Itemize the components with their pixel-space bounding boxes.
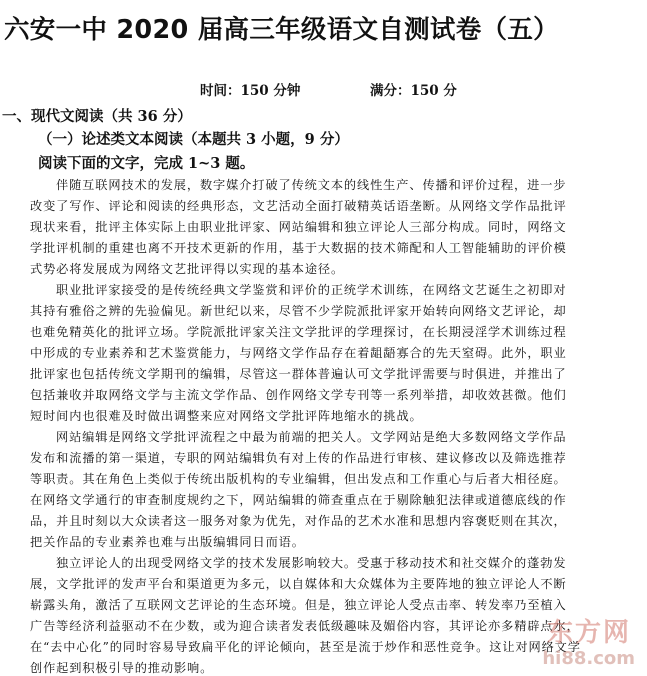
passage-line: 中形成的专业素养和艺术鉴赏能力，与网络文学作品存在着龃龉寡合的先天窒碍。此外，职业 — [30, 346, 567, 360]
passage-line: 等职责。其在角色上类似于传统出版机构的专业编辑，但出发点和工作重心与后者大相径庭。 — [30, 472, 567, 486]
passage-line: 在“去中心化”的同时容易导致扁平化的评论倾向，甚至是流于炒作和恶性竞争。这让对网络文学 — [30, 640, 581, 654]
passage-line: 伴随互联网技术的发展，数字媒介打破了传统文本的线性生产、传播和评价过程，进一步 — [56, 178, 567, 192]
subsection-heading: （一）论述类文本阅读（本题共 3 小题，9 分） — [38, 131, 349, 148]
passage-line: 在网络文学通行的审查制度规约之下，网站编辑的筛查重点在于剔除触犯法律或道德底线的作 — [30, 493, 567, 507]
passage-line: 式势必将发展成为网络文艺批评得以实现的基本途径。 — [30, 262, 345, 276]
passage-line: 品，并且时刻以大众读者这一服务对象为优先，对作品的艺术水准和思想内容褒贬则在其次， — [30, 514, 567, 528]
passage-line: 崭露头角，激活了互联网文艺评论的生态环境。但是，独立评论人受点击率、转发率乃至植入 — [30, 598, 567, 612]
passage-line: 职业批评家接受的是传统经典文学鉴赏和评价的正统学术训练，在网络文艺诞生之初即对 — [56, 283, 567, 297]
passage-line: 创作起到积极引导的推动影响。 — [30, 661, 214, 675]
passage-line: 独立评论人的出现受网络文学的技术发展影响较大。受惠于移动技术和社交媒介的蓬勃发 — [56, 556, 567, 570]
time-limit: 时间：150 分钟 — [200, 83, 301, 99]
passage-line: 广告等经济利益驱动不在少数，或为迎合读者发表低级趣味及媚俗内容，其评论亦多精辟点水， — [30, 619, 580, 633]
passage-line: 包括兼收并取网络文学与主流文学作品、创作网络文学专刊等一系列举措，却收效甚微。他们 — [30, 388, 567, 402]
site-watermark — [489, 612, 639, 674]
passage-line: 展，文学批评的发声平台和渠道更为多元，以自媒体和大众媒体为主要阵地的独立评论人不断 — [30, 577, 567, 591]
passage-line: 也难免精英化的批评立场。学院派批评家关注文学批评的学理探讨，在长期浸淫学术训练过程 — [30, 325, 567, 339]
passage-line: 发布和流播的第一渠道，专职的网站编辑负有对上传的作品进行审核、建议修改以及筛选推荐 — [30, 451, 567, 465]
passage-line: 现状来看，批评主体实际上由职业批评家、网站编辑和独立评论人三部分构成。同时，网络文 — [30, 220, 567, 234]
passage-line: 把关作品的专业素养也难与出版编辑同日而语。 — [30, 535, 305, 549]
section-heading: 一、现代文阅读（共 36 分） — [2, 108, 192, 125]
passage-line: 其持有雅俗之辨的先验偏见。新世纪以来，尽管不少学院派批评家开始转向网络文艺评论，却 — [30, 304, 567, 318]
reading-instruction: 阅读下面的文字，完成 1~3 题。 — [38, 155, 255, 172]
passage-line: 批评家也包括传统文学期刊的编辑，尽管这一群体普遍认可文学批评需要与时俱进，并推出了 — [30, 367, 567, 381]
passage-line: 短时间内也很难及时做出调整来应对网络文学批评阵地缩水的挑战。 — [30, 409, 423, 423]
watermark-url: hi88.com — [542, 648, 635, 669]
watermark-logo: 东方网 — [546, 618, 631, 648]
passage-line: 网站编辑是网络文学批评流程之中最为前端的把关人。文学网站是绝大多数网络文学作品 — [56, 430, 567, 444]
passage-line: 学批评机制的重建也离不开技术更新的作用，基于大数据的技术筛配和人工智能辅助的评价模 — [30, 241, 567, 255]
passage-line: 改变了写作、评论和阅读的经典形态，文艺活动全面打破精英话语垄断。从网络文学作品批评 — [30, 199, 567, 213]
full-score: 满分：150 分 — [370, 83, 457, 99]
exam-title: 六安一中 2020 届高三年级语文自测试卷（五） — [4, 15, 559, 45]
